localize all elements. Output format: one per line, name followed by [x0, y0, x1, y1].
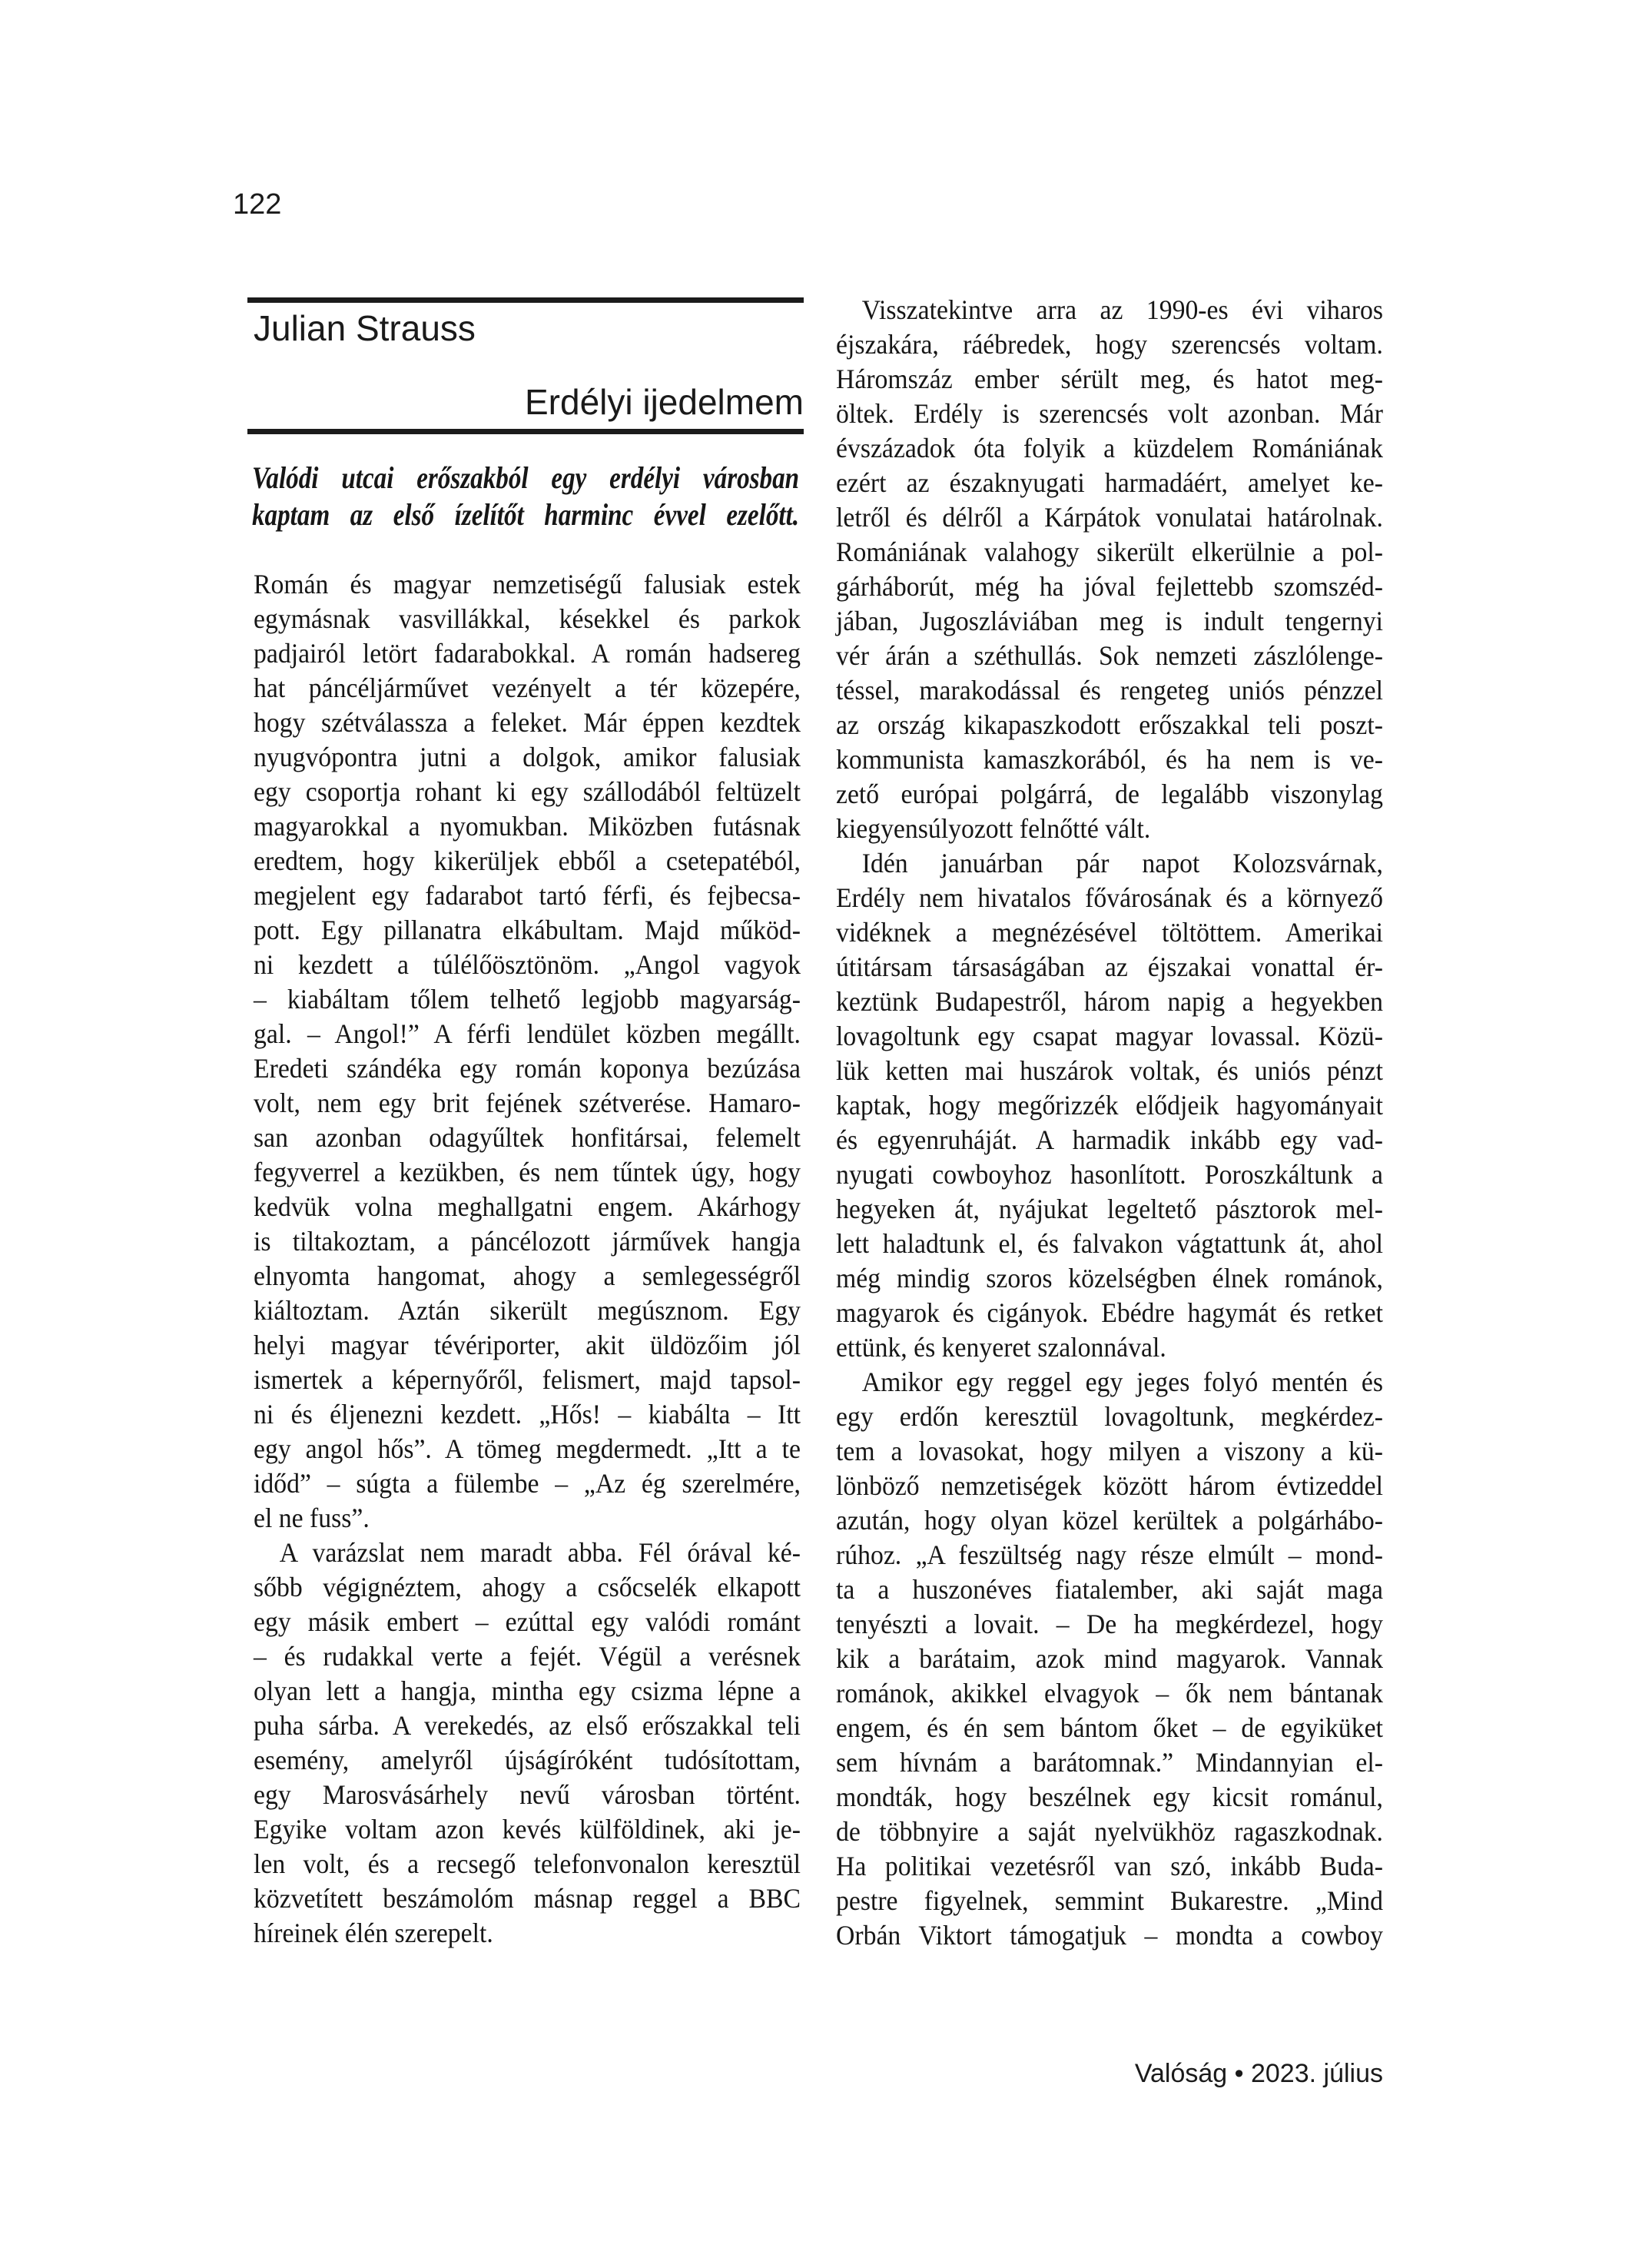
text-line: hegyeken át, nyájukat legeltető pásztorok mel- — [836, 1194, 1383, 1224]
text-line: fegyverrel a kezükben, és nem tűntek úgy, hogy — [254, 1157, 801, 1187]
journal-footer: Valóság • 2023. július — [1134, 2059, 1383, 2088]
text-line: kiáltoztam. Aztán sikerült megúsznom. Egy — [254, 1295, 801, 1326]
text-line: jában, Jugoszláviában meg is indult tengernyi — [836, 606, 1383, 636]
text-line: éjszakára, ráébredek, hogy szerencsés voltam. — [836, 329, 1383, 360]
text-line: és egyenruháját. A harmadik inkább egy vad- — [836, 1124, 1383, 1155]
text-line: Romániának valahogy sikerült elkerülnie a pol- — [836, 536, 1383, 567]
left-column — [254, 567, 801, 1951]
text-line: ezért az északnyugati harmadáért, amelyet ke- — [836, 467, 1383, 498]
text-line: időd” – súgta a fülembe – „Az ég szerelmére, — [254, 1468, 801, 1499]
text-line: olyan lett a hangja, mintha egy csizma lépne a — [254, 1675, 801, 1706]
text-line: románok, akikkel elvagyok – ők nem bántanak — [836, 1678, 1383, 1708]
text-line: Háromszáz ember sérült meg, és hatot meg- — [836, 364, 1383, 394]
text-line: Idén januárban pár napot Kolozsvárnak, — [861, 848, 1383, 878]
text-line: esemény, amelyről újságíróként tudósítottam, — [254, 1745, 801, 1775]
text-line: vidéknek a megnézésével töltöttem. Amerikai — [836, 917, 1383, 948]
text-line: téssel, marakodással és rengeteg uniós pénzzel — [836, 675, 1383, 706]
text-line: – kiabáltam tőlem telhető legjobb magyarság- — [254, 984, 801, 1014]
text-line: híreinek élén szerepelt. — [254, 1918, 493, 1948]
page-number: 122 — [233, 188, 282, 221]
text-line: kaptam az első ízelítőt harminc évvel ezelőtt. — [252, 497, 800, 532]
text-line: ta a huszonéves fiatalember, aki saját maga — [836, 1574, 1383, 1605]
text-line: útitársam társaságában az éjszakai vonattal ér- — [836, 951, 1383, 982]
text-line: sem hívnám a barátomnak.” Mindannyian el- — [836, 1747, 1383, 1778]
author-name: Julian Strauss — [254, 308, 476, 348]
text-line: ismertek a képernyőről, felismert, majd tapsol- — [254, 1364, 801, 1395]
header-rule-bottom — [247, 429, 804, 434]
text-line: öltek. Erdély is szerencsés volt azonban. Már — [836, 398, 1383, 429]
text-line: puha sárba. A verekedés, az első erőszakkal teli — [254, 1710, 801, 1741]
text-line: is tiltakoztam, a páncélozott járművek hangja — [254, 1226, 801, 1257]
text-line: nyugati cowboyhoz hasonlított. Poroszkáltunk a — [836, 1159, 1383, 1190]
text-line: Erdély nem hivatalos fővárosának és a környező — [836, 882, 1383, 913]
text-line: pestre figyelnek, semmint Bukarestre. „Mind — [836, 1885, 1383, 1916]
text-line: tenyészti a lovait. – De ha megkérdezel, hogy — [836, 1609, 1383, 1639]
text-line: lett haladtunk el, és falvakon vágtattunk át, ahol — [836, 1228, 1383, 1259]
text-line: Egyike voltam azon kevés külföldinek, aki je- — [254, 1814, 801, 1845]
text-line: nyugvópontra jutni a dolgok, amikor falusiak — [254, 742, 801, 772]
header-rule-top — [247, 297, 804, 303]
text-line: kaptak, hogy megőrizzék elődjeik hagyományait — [836, 1090, 1383, 1121]
text-line: közvetített beszámolóm másnap reggel a BBC — [254, 1883, 801, 1914]
text-line: Eredeti szándéka egy román koponya bezúzása — [254, 1053, 801, 1084]
text-line: san azonban odagyűltek honfitársai, felemelt — [254, 1122, 801, 1153]
text-line: elnyomta hangomat, ahogy a semlegességről — [254, 1260, 801, 1291]
text-line: Amikor egy reggel egy jeges folyó mentén és — [861, 1366, 1383, 1397]
text-line: A varázslat nem maradt abba. Fél órával ké- — [279, 1537, 801, 1568]
text-line: keztünk Budapestről, három napig a hegyekben — [836, 986, 1383, 1017]
text-line: Ha politikai vezetésről van szó, inkább Buda- — [836, 1851, 1383, 1881]
text-line: egy angol hős”. A tömeg megdermedt. „Itt a te — [254, 1433, 801, 1464]
right-column — [836, 293, 1383, 1953]
text-line: egymásnak vasvillákkal, késekkel és parkok — [254, 603, 801, 634]
text-line: ni kezdett a túlélőösztönöm. „Angol vagyok — [254, 949, 801, 980]
text-line: megjelent egy fadarabot tartó férfi, és fejbecsa- — [254, 880, 801, 911]
text-line: kedvük volna meghallgatni engem. Akárhogy — [254, 1191, 801, 1222]
text-line: hogy szétválassza a feleket. Már éppen kezdtek — [254, 707, 801, 738]
text-line: egy csoportja rohant ki egy szállodából feltüzelt — [254, 776, 801, 807]
text-line: azután, hogy olyan közel kerültek a polgárhábo- — [836, 1505, 1383, 1536]
text-line: mondták, hogy beszélnek egy kicsit románul, — [836, 1782, 1383, 1812]
text-line: – és rudakkal verte a fejét. Végül a verésnek — [254, 1641, 801, 1672]
text-line: Valódi utcai erőszakból egy erdélyi városban — [252, 460, 800, 495]
text-line: pott. Egy pillanatra elkábultam. Majd működ- — [254, 915, 801, 945]
text-line: egy erdőn keresztül lovagoltunk, megkérdez- — [836, 1401, 1383, 1432]
text-line: de többnyire a saját nyelvükhöz ragaszkodnak. — [836, 1816, 1383, 1847]
text-line: helyi magyar tévériporter, akit üldözőim jól — [254, 1330, 801, 1360]
text-line: tem a lovasokat, hogy milyen a viszony a kü- — [836, 1436, 1383, 1466]
text-line: kommunista kamaszkorából, és ha nem is ve- — [836, 744, 1383, 775]
text-line: Visszatekintve arra az 1990-es évi viharos — [861, 294, 1383, 325]
text-line: kiegyensúlyozott felnőtté vált. — [836, 813, 1151, 844]
text-line: vér árán a széthullás. Sok nemzeti zászlólenge- — [836, 640, 1383, 671]
text-line: ettünk, és kenyeret szalonnával. — [836, 1332, 1166, 1363]
text-line: eredtem, hogy kikerüljek ebből a csetepatéból, — [254, 845, 801, 876]
text-line: magyarokkal a nyomukban. Miközben futásnak — [254, 811, 801, 842]
text-line: ni és éljenezni kezdett. „Hős! – kiabálta – Itt — [254, 1399, 801, 1430]
text-line: egy másik embert – ezúttal egy valódi románt — [254, 1606, 801, 1637]
text-line: engem, és én sem bántom őket – de egyiküket — [836, 1712, 1383, 1743]
text-line: len volt, és a recsegő telefonvonalon keresztül — [254, 1848, 801, 1879]
text-line: hat páncéljárművet vezényelt a tér közepére, — [254, 672, 801, 703]
text-line: egy Marosvásárhely nevű városban történt. — [254, 1779, 801, 1810]
text-line: padjairól letört fadarabokkal. A román hadsereg — [254, 638, 801, 669]
text-line: volt, nem egy brit fejének szétverése. Hamaro- — [254, 1088, 801, 1118]
text-line: Orbán Viktort támogatjuk – mondta a cowboy — [836, 1920, 1383, 1951]
article-lede — [252, 460, 799, 533]
text-line: kik a barátaim, azok mind magyarok. Vannak — [836, 1643, 1383, 1674]
text-line: az ország kikapaszkodott erőszakkal teli poszt- — [836, 709, 1383, 740]
text-line: el ne fuss”. — [254, 1503, 370, 1533]
text-line: lovagoltunk egy csapat magyar lovassal. Közü- — [836, 1021, 1383, 1051]
article-title: Erdélyi ijedelmem — [524, 382, 804, 422]
text-line: zető európai polgárrá, de legalább viszonylag — [836, 779, 1383, 809]
text-line: Román és magyar nemzetiségű falusiak estek — [254, 569, 801, 599]
text-line: évszázadok óta folyik a küzdelem Romániának — [836, 433, 1383, 463]
text-line: letről és délről a Kárpátok vonulatai határolnak. — [836, 502, 1383, 533]
text-line: lönböző nemzetiségek között három évtizeddel — [836, 1470, 1383, 1501]
text-line: még mindig szoros közelségben élnek románok, — [836, 1263, 1383, 1293]
text-line: magyarok és cigányok. Ebédre hagymát és retket — [836, 1297, 1383, 1328]
text-line: sőbb végignéztem, ahogy a csőcselék elkapott — [254, 1572, 801, 1602]
text-line: rúhoz. „A feszültség nagy része elmúlt – mond- — [836, 1539, 1383, 1570]
text-line: lük ketten mai huszárok voltak, és uniós pénzt — [836, 1055, 1383, 1086]
text-line: gárháborút, még ha jóval fejlettebb szomszéd- — [836, 571, 1383, 602]
text-line: gal. – Angol!” A férfi lendület közben megállt. — [254, 1018, 801, 1049]
